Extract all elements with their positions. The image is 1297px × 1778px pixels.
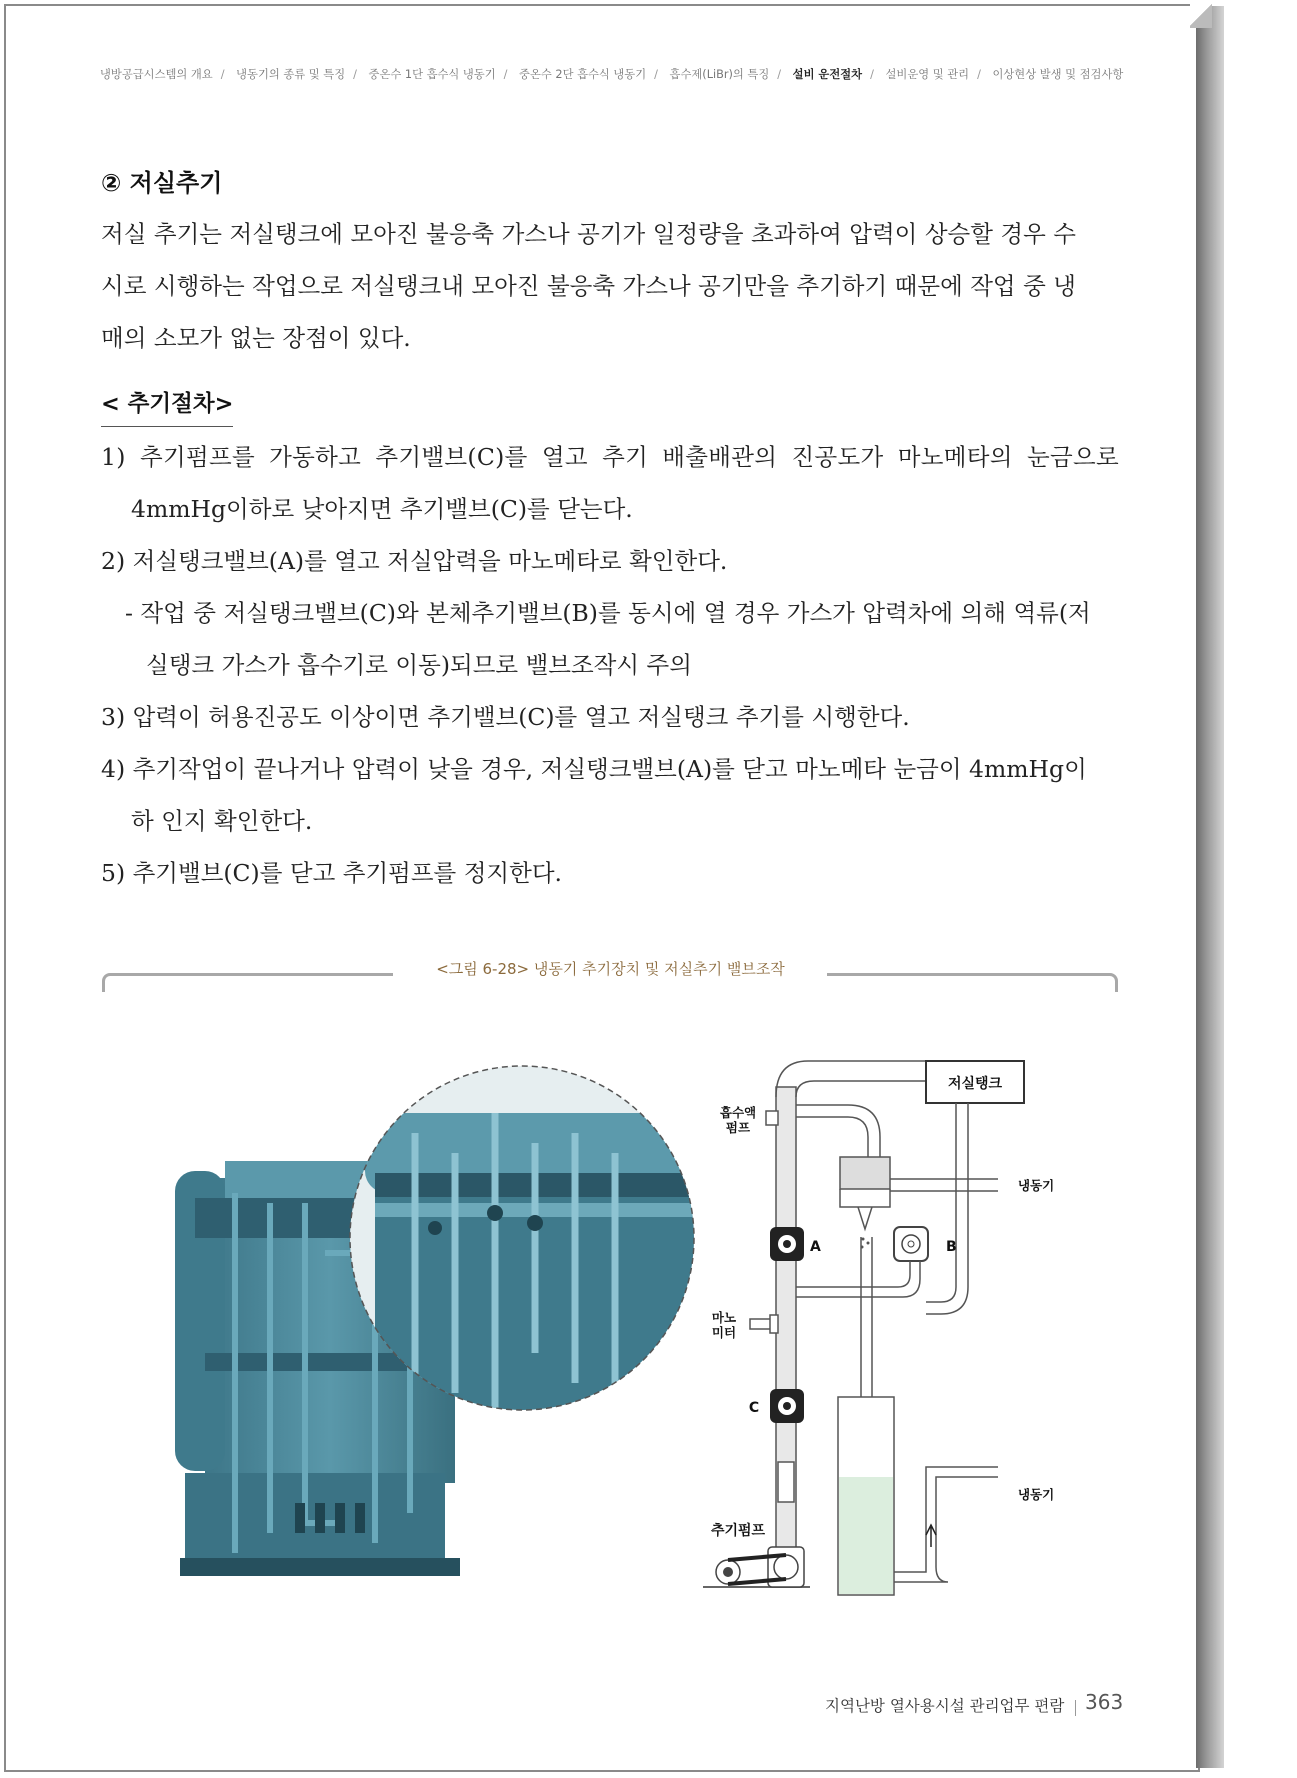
purge-pump[interactable] — [716, 1547, 804, 1587]
intro-line: 매의 소모가 없는 장점이 있다. — [101, 324, 411, 352]
breadcrumb-separator: / — [220, 68, 225, 81]
breadcrumb-item[interactable]: 냉동기의 종류 및 특징 — [236, 68, 346, 81]
absorbent-pump-label-1: 흡수액 — [719, 1105, 757, 1120]
manometer-label-2: 미터 — [711, 1325, 737, 1340]
breadcrumb-item[interactable]: 흡수제(LiBr)의 특징 — [669, 68, 770, 81]
absorbent-pump-stub — [766, 1111, 778, 1125]
chiller-label-bottom: 냉동기 — [1018, 1487, 1055, 1502]
section-heading: ② 저실추기 — [101, 169, 223, 197]
liquid-vessel — [838, 1397, 998, 1595]
valve-b-pipe — [796, 1261, 920, 1297]
valve-b-label: B — [946, 1239, 957, 1255]
footer-book-title: 지역난방 열사용시설 관리업무 편람 — [825, 1697, 1065, 1715]
manometer[interactable] — [750, 1315, 778, 1333]
figure-caption: <그림 6-28> 냉동기 추기장치 및 저실추기 밸브조작 — [436, 960, 785, 978]
breadcrumb-item-active[interactable]: 설비 운전절차 — [792, 68, 863, 81]
intro-line: 시로 시행하는 작업으로 저실탱크내 모아진 불응축 가스나 공기만을 추기하기 때문에 작업 중 냉 — [101, 272, 1076, 300]
valve-c-label: C — [748, 1400, 760, 1416]
absorbent-pump-label-2: 펌프 — [725, 1120, 751, 1135]
breadcrumb-item[interactable]: 설비운영 및 관리 — [885, 68, 970, 81]
intro-line: 저실 추기는 저실탱크에 모아진 불응축 가스나 공기가 일정량을 초과하여 압력이 상승할 경우 수 — [101, 220, 1076, 248]
valve-c[interactable] — [770, 1389, 804, 1423]
purge-pump-label: 추기펌프 — [710, 1523, 766, 1539]
valve-a[interactable] — [770, 1227, 804, 1261]
procedure-step-1-continued: 4mmHg이하로 낮아지면 추기밸브(C)를 닫는다. — [131, 495, 633, 523]
valve-a-label: A — [810, 1239, 821, 1255]
chiller-illustration — [175, 1053, 705, 1599]
chiller-label-top: 냉동기 — [1018, 1178, 1055, 1193]
breadcrumb-separator: / — [977, 68, 981, 81]
separator-pipe — [796, 1105, 880, 1157]
breadcrumb-separator: / — [503, 68, 508, 81]
page-curl — [1190, 2, 1212, 28]
breadcrumb-item[interactable]: 이상현상 발생 및 점검사항 — [992, 68, 1124, 81]
procedure-step-2: 2) 저실탱크밸브(A)를 열고 저실압력을 마노메타로 확인한다. — [101, 547, 728, 575]
procedure-step-5: 5) 추기밸브(C)를 닫고 추기펌프를 정지한다. — [101, 859, 563, 887]
page-stack-edge — [1196, 6, 1224, 1768]
breadcrumb — [100, 66, 1124, 82]
procedure-step-2-note: - 작업 중 저실탱크밸브(C)와 본체추기밸브(B)를 동시에 열 경우 가스가 압력차에 의해 역류(저 — [125, 599, 1091, 627]
procedure-step-1: 1) 추기펌프를 가동하고 추기밸브(C)를 열고 추기 배출배관의 진공도가 마노메타의 눈금으로 — [101, 443, 1119, 471]
footer-separator — [1075, 1700, 1076, 1716]
breadcrumb-item[interactable]: 중온수 1단 흡수식 냉동기 — [368, 68, 496, 81]
chiller-line-top — [890, 1179, 998, 1191]
procedure-step-2-note-continued: 실탱크 가스가 흡수기로 이동)되므로 밸브조작시 주의 — [146, 651, 692, 679]
breadcrumb-item[interactable]: 냉방공급시스템의 개요 — [100, 68, 213, 81]
procedure-step-4: 4) 추기작업이 끝나거나 압력이 낮을 경우, 저실탱크밸브(A)를 닫고 마노메타 눈금이 4mmHg이 — [101, 755, 1087, 783]
procedure-step-3: 3) 압력이 허용진공도 이상이면 추기밸브(C)를 열고 저실탱크 추기를 시행한다. — [101, 703, 910, 731]
pipe-coupling — [778, 1462, 794, 1502]
page-number: 363 — [1085, 1690, 1124, 1714]
storage-tank-label: 저실탱크 — [947, 1076, 1003, 1092]
procedure-step-4-continued: 하 인지 확인한다. — [131, 807, 313, 835]
procedure-heading: < 추기절차> — [101, 386, 233, 427]
breadcrumb-separator: / — [777, 68, 782, 81]
breadcrumb-item[interactable]: 중온수 2단 흡수식 냉동기 — [519, 68, 647, 81]
breadcrumb-separator: / — [870, 68, 874, 81]
intro-paragraph — [101, 208, 1119, 364]
valve-b[interactable] — [894, 1227, 928, 1261]
breadcrumb-separator: / — [353, 68, 357, 81]
purge-schematic — [698, 1057, 1098, 1602]
tank-return-pipe — [926, 1103, 968, 1314]
manometer-label-1: 마노 — [711, 1310, 737, 1325]
breadcrumb-separator: / — [654, 68, 658, 81]
separator-vessel — [840, 1157, 890, 1249]
